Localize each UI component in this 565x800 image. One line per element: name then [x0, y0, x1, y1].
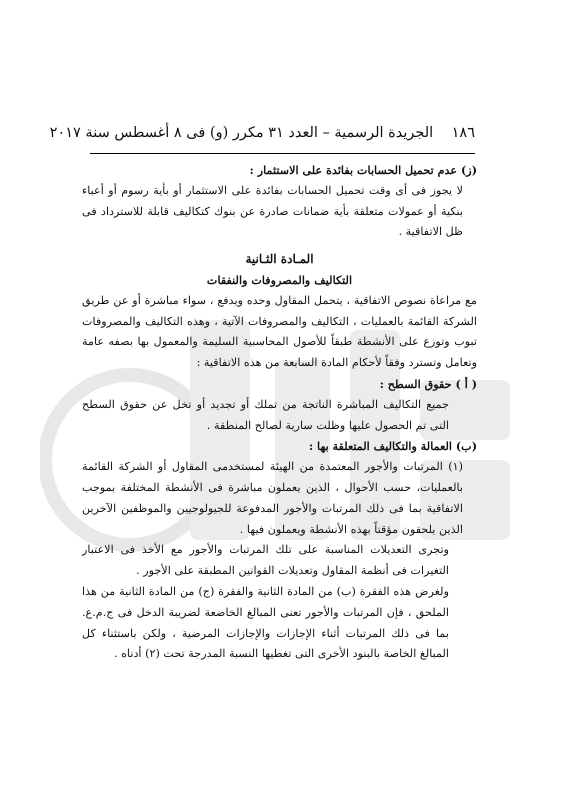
header-rule — [90, 153, 475, 154]
paragraph: لا يجوز فى أى وقت تحميل الحسابات بفائدة على الاستثمار أو بأية رسوم أو أعباء بنكية أو عمولات متعلقة بأية ضمانات صادرة عن بنوك كتكاليف قابلة للاسترداد فى ظل الاتفاقية . — [82, 183, 463, 239]
paragraph: ولغرض هذه الفقرة (ب) من المادة الثانية والفقرة (ج) من المادة الثانية من هذا الملحق ، فإن المرتبات والأجور تعنى المبالغ الخاضعة لضريبة الدخل فى ج.م.ع. بما فى ذلك المرتبات أثناء الإجازات والإجازات المرضية ، ولكن باستثناء كل المبالغ الخاصة بالبنود الأخرى التى تغطيها النسبة المدرجة تحت (٢) أدناه . — [82, 584, 449, 661]
section-subheading: التكاليف والمصروفات والنفقات — [206, 272, 353, 287]
paragraph: (ب) العمالة والتكاليف المتعلقة بها : — [309, 439, 477, 454]
paragraph: (ز) عدم تحميل الحسابات بفائدة على الاستثمار : — [249, 163, 477, 177]
page-header — [50, 125, 475, 141]
paragraph: مع مراعاة نصوص الاتفاقية ، يتحمل المقاول وحده ويدفع ، سواء مباشرة أو عن طريق الشركة القائمة بالعمليات ، التكاليف والمصروفات الآتية ، وهذه التكاليف والمصروفات تبوب وتوزع على الأنشطة طبقاً للأصول المحاسبية السليمة والمعمول بها بصفه عامة وتعامل وتسترد وفقاً لأحكام المادة السابعة من هذه الاتفاقية : — [82, 293, 477, 370]
paragraph: جميع التكاليف المباشرة الناتجة من تملك أو تجديد أو تخل عن حقوق السطح التى تم الحصول عليها وظلت سارية لصالح المنطقة . — [82, 397, 449, 432]
paragraph: وتجرى التعديلات المناسبة على تلك المرتبات والأجور مع الأخذ فى الاعتبار التغيرات فى أنظمة المقاول وتعديلات القوانين المطبقة على الأجور . — [82, 543, 449, 578]
section-heading: المـادة الثـانية — [245, 252, 314, 267]
page-number: ١٨٦ — [451, 125, 475, 141]
document-body — [82, 160, 477, 665]
header-title: الجريدة الرسمية – العدد ٣١ مكرر (و) فى ٨ أغسطس سنة ٢٠١٧ — [49, 125, 434, 141]
paragraph: (١) المرتبات والأجور المعتمدة من الهيئة لمستخدمى المقاول أو الشركة القائمة بالعمليات، حسب الأحوال ، الذين يعملون مباشرة فى الأنشطة المختلفة بموجب الاتفاقية بما فى ذلك المرتبات والأجور المدفوعة للجيولوجيين والموظفين الآخرين الذين يلحقون مؤقتاً بهذه الأنشطة ويعملون فيها . — [82, 460, 463, 536]
paragraph: ( أ ) حقوق السطح : — [379, 376, 477, 391]
